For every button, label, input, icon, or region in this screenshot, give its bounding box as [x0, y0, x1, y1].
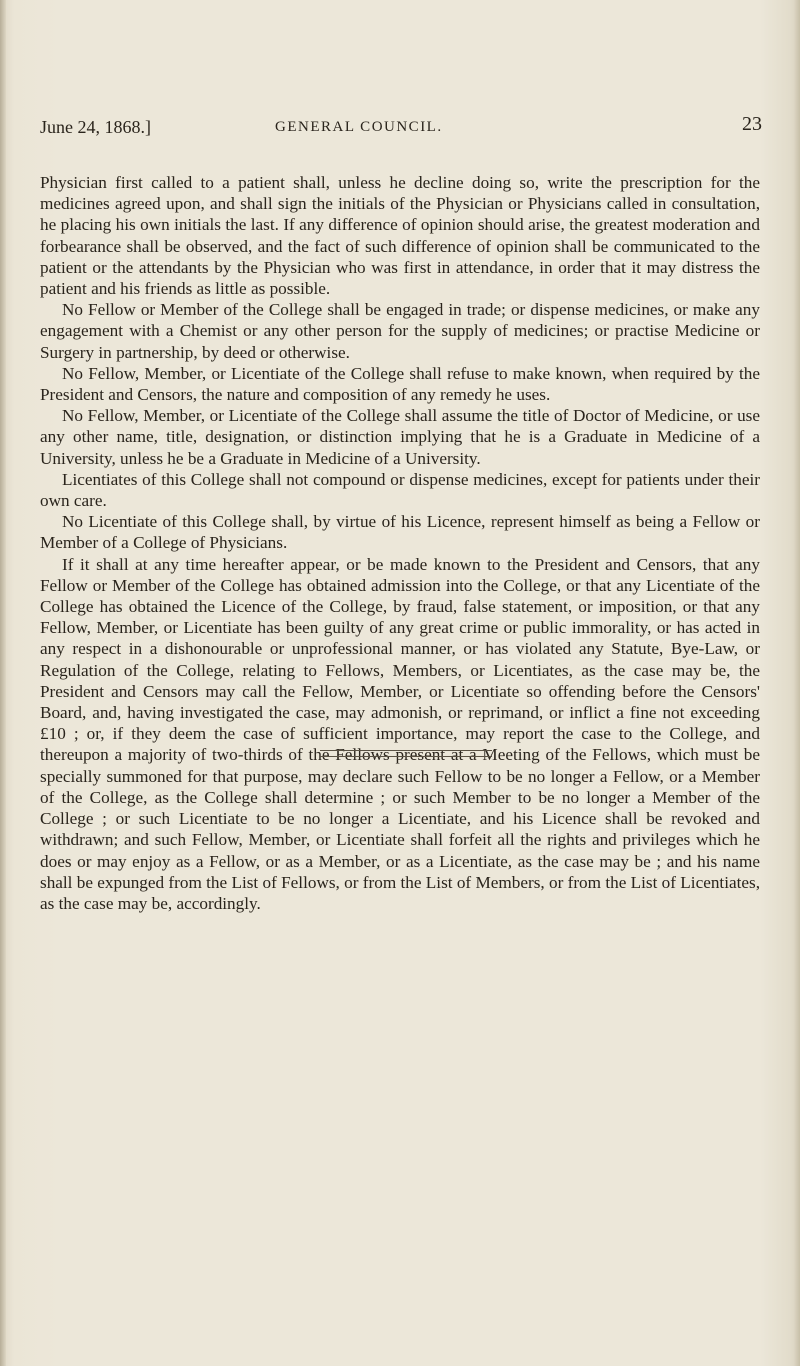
paragraph-remedy-disclosure: No Fellow, Member, or Licentiate of the College shall refuse to make known, when required by the President and Censors, the nature and composition of any remedy he uses. [40, 363, 760, 405]
paragraph-discipline: If it shall at any time hereafter appear, or be made known to the President and Censors, that any Fellow or Member of the College has obtained admission into the College, or that any Licentiate of the College has obtained the Licence of the College, by fraud, false statement, or imposition, or that any Fellow, Member, or Licentiate has been guilty of any great crime or public immorality, or has acted in any respect in a dishonourable or unprofessional manner, or has violated any Statute, Bye-Law, or Regulation of the College, relating to Fellows, Members, or Licentiates, as the case may be, the President and Censors may call the Fellow, Member, or Licentiate so offending before the Censors' Board, and, having investigated the case, may admonish, or reprimand, or inflict a fine not exceeding £10 ; or, if they deem the case of sufficient importance, may report the case to the College, and thereupon a majority of two-thirds of the Fellows present at a Meeting of the Fellows, which must be specially summoned for that purpose, may declare such Fellow to be no longer a Fellow, or a Member of the College, as the College shall determine ; or such Member to be no longer a Member of the College ; or such Licentiate to be no longer a Licentiate, and his Licence shall be revoked and withdrawn; and such Fellow, Member, or Licentiate shall forfeit all the rights and privileges which he does or may enjoy as a Fellow, or as a Member, or as a Licentiate, as the case may be ; and his name shall be expunged from the List of Fellows, or from the List of Members, or from the List of Licentiates, as the case may be, accordingly. [40, 554, 760, 913]
header-date: June 24, 1868.] [40, 117, 151, 137]
paragraph-consultation-prescription: Physician first called to a patient shall, unless he decline doing so, write the prescription for the medicines agreed upon, and shall sign the initials of the Physician or Physicians called in consultation, he placing his own initials the last. If any difference of opinion should arise, the greatest moderation and forbearance shall be observed, and the fact of such difference of opinion shall be communicated to the patient or the attendants by the Physician who was first in attendance, in order that it may distress the patient and his friends as little as possible. [40, 173, 760, 299]
body-text [40, 172, 760, 914]
page-number: 23 [742, 113, 762, 135]
end-rule [320, 750, 492, 757]
paragraph-trade-prohibition: No Fellow or Member of the College shall be engaged in trade; or dispense medicines, or make any engagement with a Chemist or any other person for the supply of medicines; or practise Medicine or Surgery in partnership, by deed or otherwise. [40, 300, 760, 362]
paragraph-licentiate-dispensing: Licentiates of this College shall not compound or dispense medicines, except for patients under their own care. [40, 469, 760, 511]
paragraph-doctor-title: No Fellow, Member, or Licentiate of the College shall assume the title of Doctor of Medicine, or use any other name, title, designation, or distinction implying that he is a Graduate in Medicine of a University, unless he be a Graduate in Medicine of a University. [40, 406, 760, 468]
page-header [40, 113, 762, 139]
page-right-edge [794, 0, 800, 1366]
page-left-edge [0, 0, 6, 1366]
running-title: GENERAL COUNCIL. [275, 119, 443, 135]
paragraph-licentiate-representation: No Licentiate of this College shall, by virtue of his Licence, represent himself as being a Fellow or Member of a College of Physicians. [40, 512, 760, 553]
